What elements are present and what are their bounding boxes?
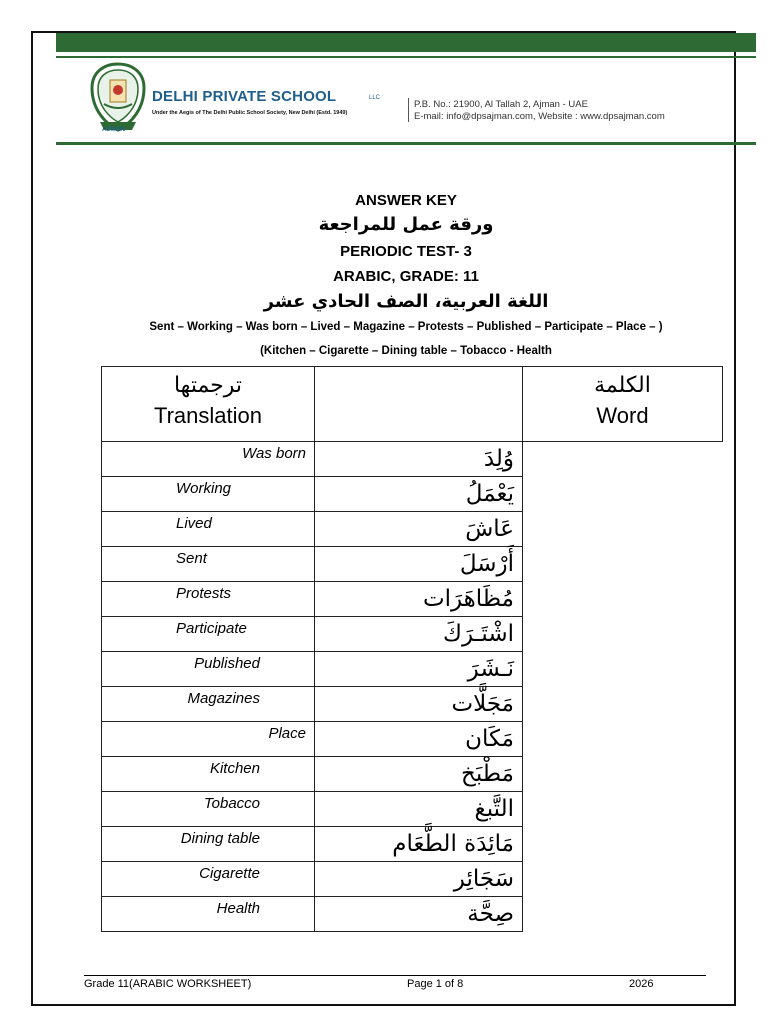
table-row [102,722,723,757]
footer-page-number: Page 1 of 8 [407,978,464,990]
table-row [102,827,723,862]
translation-cell [102,442,315,477]
subject-grade-title: ARABIC, GRADE: 11 [333,268,479,285]
middle-column [315,367,523,442]
footer-year: 2026 [629,978,654,990]
translation-cell [102,652,315,687]
word-header-en: Word [596,403,649,428]
table-header-row [102,367,723,442]
translation-cell [102,827,315,862]
logo-caption: AJMAN [102,126,126,133]
table-row [102,862,723,897]
arabic-word-cell: يَعْمَلُ [315,477,523,512]
arabic-word-cell: التَّبغ [315,792,523,827]
translation-text: Lived [176,515,212,532]
arabic-word-cell: نَـشَرَ [315,652,523,687]
translation-text: Health [216,900,260,917]
table-row [102,652,723,687]
header-bottom-line [56,142,756,145]
translation-header-ar: ترجمتها [173,373,243,398]
arabic-word-cell: وُلِدَ [315,442,523,477]
translation-cell [102,477,315,512]
translation-text: Dining table [180,830,260,847]
arabic-word-cell: مَطْبَخ [315,757,523,792]
arabic-word-cell: عَاشَ [315,512,523,547]
translation-text: Sent [176,550,207,567]
table-row [102,897,723,932]
table-row [102,792,723,827]
translation-cell [102,617,315,652]
arabic-word-cell: مُظَاهَرَات [315,582,523,617]
header-green-line [56,56,756,58]
translation-cell [102,512,315,547]
table-row [102,477,723,512]
table-row [102,687,723,722]
translation-cell [102,862,315,897]
school-name: DELHI PRIVATE SCHOOL [152,88,337,105]
table-row [102,757,723,792]
word-header [523,367,723,442]
arabic-word-cell: أَرْسَلَ [315,547,523,582]
answer-table [101,366,723,932]
school-llc: LLC [369,95,381,101]
translation-text: Place [268,725,306,742]
subject-grade-title-ar: اللغة العربية، الصف الحادي عشر [263,291,549,312]
school-tagline: Under the Aegis of The Delhi Public School Society, New Delhi (Estd. 1949) [152,110,348,116]
answer-key-title: ANSWER KEY [355,192,457,209]
translation-cell [102,897,315,932]
periodic-test-title: PERIODIC TEST- 3 [340,243,472,260]
table-row [102,512,723,547]
arabic-word-cell: مَائِدَة الطَّعَام [315,827,523,862]
school-contact: E-mail: info@dpsajman.com, Website : www.dpsajman.com [414,111,665,122]
translation-cell [102,547,315,582]
header-green-bar [56,33,756,52]
table-row [102,582,723,617]
worksheet-title-ar: ورقة عمل للمراجعة [318,214,494,235]
arabic-word-cell: صِحَّة [315,897,523,932]
arabic-word-cell: مَجَلَّات [315,687,523,722]
translation-cell [102,757,315,792]
translation-text: Kitchen [209,760,260,777]
translation-cell [102,687,315,722]
translation-cell [102,582,315,617]
translation-cell [102,792,315,827]
arabic-word-cell: مَكَان [315,722,523,757]
table-row [102,617,723,652]
footer-line [84,975,706,976]
translation-text: Protests [176,585,232,602]
word-header-ar: الكلمة [594,373,651,398]
footer-left: Grade 11(ARABIC WORKSHEET) [84,978,252,990]
table-row [102,547,723,582]
word-bank-line-2: (Kitchen – Cigarette – Dining table – Tobacco - Health [260,345,552,357]
translation-cell [102,722,315,757]
translation-text: Tobacco [203,795,260,812]
header-divider [408,98,409,122]
translation-text: Published [194,655,260,672]
translation-text: Participate [176,620,247,637]
translation-header [102,367,315,442]
word-bank-line-1: Sent – Working – Was born – Lived – Magazine – Protests – Published – Participate – Place – ) [149,321,663,333]
translation-header-en: Translation [153,403,262,428]
translation-text: Working [176,480,232,497]
school-address: P.B. No.: 21900, Al Tallah 2, Ajman - UAE [414,99,588,110]
translation-text: Magazines [187,690,260,707]
arabic-word-cell: اشْتَـرَكَ [315,617,523,652]
translation-text: Was born [242,445,306,462]
arabic-word-cell: سَجَائِر [315,862,523,897]
translation-text: Cigarette [199,865,260,882]
table-row [102,442,723,477]
